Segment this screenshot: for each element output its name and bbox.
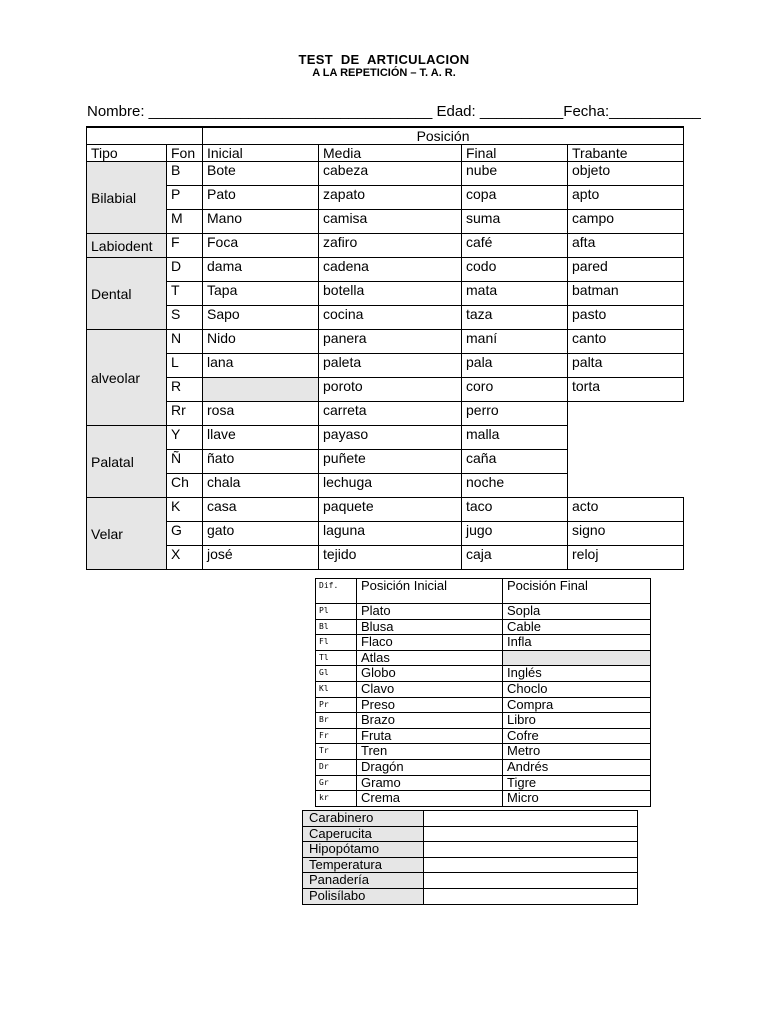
fonema-cell: F — [167, 234, 203, 258]
table-row — [87, 474, 684, 498]
difono-code: Gr — [316, 775, 357, 791]
media-cell: cabeza — [319, 162, 462, 186]
fonema-cell: S — [167, 306, 203, 330]
difono-row — [316, 713, 651, 729]
polisilabo-response-cell — [424, 857, 638, 873]
difono-code: Kl — [316, 681, 357, 697]
fonema-cell: B — [167, 162, 203, 186]
fonema-cell: G — [167, 522, 203, 546]
difono-code: Pr — [316, 697, 357, 713]
trabante-cell: afta — [568, 234, 684, 258]
fonema-cell: K — [167, 498, 203, 522]
table-row — [87, 234, 684, 258]
empty-cell — [568, 450, 684, 474]
posicion-header: Posición — [203, 127, 684, 145]
empty-cell — [568, 402, 684, 426]
tipo-cell: alveolar — [87, 330, 167, 426]
column-header-tipo: Tipo — [87, 145, 167, 162]
table-row — [87, 258, 684, 282]
table-row — [87, 546, 684, 570]
posicion-inicial-cell: Globo — [357, 666, 503, 682]
fonema-cell: P — [167, 186, 203, 210]
trabante-cell: apto — [568, 186, 684, 210]
posicion-final-cell: Cofre — [503, 728, 651, 744]
posicion-header-row — [87, 127, 684, 145]
fonema-cell: Ñ — [167, 450, 203, 474]
difono-row — [316, 791, 651, 807]
media-cell: paleta — [319, 354, 462, 378]
table-row — [87, 426, 684, 450]
final-cell: perro — [462, 402, 568, 426]
table-row — [87, 186, 684, 210]
posicion-final-cell: Sopla — [503, 604, 651, 620]
inicial-cell: gato — [203, 522, 319, 546]
polisilabo-word: Temperatura — [303, 857, 424, 873]
posicion-inicial-cell: Blusa — [357, 619, 503, 635]
inicial-cell: Sapo — [203, 306, 319, 330]
final-cell: taza — [462, 306, 568, 330]
posicion-final-cell: Libro — [503, 713, 651, 729]
posicion-final-cell: Andrés — [503, 759, 651, 775]
column-header-media: Media — [319, 145, 462, 162]
table-row — [87, 306, 684, 330]
difono-code: Bl — [316, 619, 357, 635]
inicial-cell: ñato — [203, 450, 319, 474]
polisilabo-word: Polisílabo — [303, 888, 424, 904]
column-header-fon: Fon — [167, 145, 203, 162]
difono-row — [316, 604, 651, 620]
difonos-header: Posición Inicial — [357, 579, 503, 604]
table-row — [87, 354, 684, 378]
inicial-cell: casa — [203, 498, 319, 522]
inicial-cell: chala — [203, 474, 319, 498]
difonos-header-row — [316, 579, 651, 604]
final-cell: mata — [462, 282, 568, 306]
inicial-cell: Foca — [203, 234, 319, 258]
media-cell: payaso — [319, 426, 462, 450]
final-cell: maní — [462, 330, 568, 354]
polisilabo-word: Hipopótamo — [303, 842, 424, 858]
inicial-cell: Nido — [203, 330, 319, 354]
posicion-final-cell: Choclo — [503, 681, 651, 697]
difonos-header: Dif. — [316, 579, 357, 604]
column-header-row — [87, 145, 684, 162]
difono-row — [316, 697, 651, 713]
posicion-final-cell: Tigre — [503, 775, 651, 791]
polisilabo-response-cell — [424, 842, 638, 858]
difono-row — [316, 635, 651, 651]
posicion-inicial-cell: Gramo — [357, 775, 503, 791]
inicial-cell: josé — [203, 546, 319, 570]
fonema-cell: L — [167, 354, 203, 378]
difono-code: Fr — [316, 728, 357, 744]
posicion-final-cell: Micro — [503, 791, 651, 807]
trabante-cell: signo — [568, 522, 684, 546]
final-cell: caja — [462, 546, 568, 570]
posicion-final-cell: Inglés — [503, 666, 651, 682]
final-cell: codo — [462, 258, 568, 282]
table-row — [87, 330, 684, 354]
media-cell: botella — [319, 282, 462, 306]
media-cell: poroto — [319, 378, 462, 402]
posicion-inicial-cell: Flaco — [357, 635, 503, 651]
trabante-cell: acto — [568, 498, 684, 522]
posicion-inicial-cell: Preso — [357, 697, 503, 713]
difono-row — [316, 728, 651, 744]
inicial-cell — [203, 378, 319, 402]
difono-code: Dr — [316, 759, 357, 775]
posicion-final-cell: Infla — [503, 635, 651, 651]
polisilabo-response-cell — [424, 811, 638, 827]
trabante-cell: batman — [568, 282, 684, 306]
inicial-cell: rosa — [203, 402, 319, 426]
media-cell: laguna — [319, 522, 462, 546]
polisilabo-word: Carabinero — [303, 811, 424, 827]
media-cell: tejido — [319, 546, 462, 570]
column-header-inicial: Inicial — [203, 145, 319, 162]
trabante-cell: torta — [568, 378, 684, 402]
empty-header-cell — [87, 127, 203, 145]
posicion-final-cell: Compra — [503, 697, 651, 713]
final-cell: copa — [462, 186, 568, 210]
difono-code: Gl — [316, 666, 357, 682]
media-cell: puñete — [319, 450, 462, 474]
posicion-final-cell: Cable — [503, 619, 651, 635]
final-cell: café — [462, 234, 568, 258]
trabante-cell: objeto — [568, 162, 684, 186]
document-subtitle: A LA REPETICIÓN – T. A. R. — [312, 67, 456, 79]
table-row — [87, 522, 684, 546]
posicion-final-cell: Metro — [503, 744, 651, 760]
posicion-final-cell — [503, 650, 651, 666]
final-cell: malla — [462, 426, 568, 450]
media-cell: cocina — [319, 306, 462, 330]
fonema-cell: N — [167, 330, 203, 354]
media-cell: carreta — [319, 402, 462, 426]
inicial-cell: Tapa — [203, 282, 319, 306]
table-row — [87, 402, 684, 426]
posicion-inicial-cell: Fruta — [357, 728, 503, 744]
inicial-cell: lana — [203, 354, 319, 378]
fonema-cell: X — [167, 546, 203, 570]
trabante-cell: palta — [568, 354, 684, 378]
media-cell: camisa — [319, 210, 462, 234]
inicial-cell: Bote — [203, 162, 319, 186]
table-row — [87, 210, 684, 234]
difono-code: Fl — [316, 635, 357, 651]
fonema-cell: Rr — [167, 402, 203, 426]
fonema-cell: Ch — [167, 474, 203, 498]
difono-code: kr — [316, 791, 357, 807]
column-header-final: Final — [462, 145, 568, 162]
inicial-cell: Mano — [203, 210, 319, 234]
polisilabo-row — [303, 826, 638, 842]
tipo-cell: Labiodent — [87, 234, 167, 258]
media-cell: lechuga — [319, 474, 462, 498]
difono-code: Tl — [316, 650, 357, 666]
tipo-cell: Velar — [87, 498, 167, 570]
polisilabo-word: Caperucita — [303, 826, 424, 842]
trabante-cell: reloj — [568, 546, 684, 570]
difono-row — [316, 619, 651, 635]
final-cell: caña — [462, 450, 568, 474]
posicion-inicial-cell: Crema — [357, 791, 503, 807]
difonos-header: Pocisión Final — [503, 579, 651, 604]
polisilabo-row — [303, 888, 638, 904]
difono-row — [316, 681, 651, 697]
inicial-cell: llave — [203, 426, 319, 450]
patient-info-line: Nombre: __________________________________ Edad: __________Fecha:___________ — [87, 103, 701, 120]
final-cell: noche — [462, 474, 568, 498]
table-row — [87, 450, 684, 474]
fonema-cell: D — [167, 258, 203, 282]
trabante-cell: campo — [568, 210, 684, 234]
posicion-inicial-cell: Atlas — [357, 650, 503, 666]
polisilabo-row — [303, 857, 638, 873]
inicial-cell: dama — [203, 258, 319, 282]
table-row — [87, 498, 684, 522]
media-cell: cadena — [319, 258, 462, 282]
table-row — [87, 378, 684, 402]
table-row — [87, 162, 684, 186]
final-cell: pala — [462, 354, 568, 378]
document-title: TEST DE ARTICULACION — [298, 52, 470, 67]
trabante-cell: canto — [568, 330, 684, 354]
media-cell: paquete — [319, 498, 462, 522]
difono-row — [316, 775, 651, 791]
fonema-cell: Y — [167, 426, 203, 450]
posicion-inicial-cell: Brazo — [357, 713, 503, 729]
polisilabo-row — [303, 811, 638, 827]
difono-row — [316, 759, 651, 775]
trabante-cell: pasto — [568, 306, 684, 330]
polisilabos-table — [302, 810, 638, 905]
column-header-trabante: Trabante — [568, 145, 684, 162]
difono-code: Pl — [316, 604, 357, 620]
trabante-cell: pared — [568, 258, 684, 282]
posicion-inicial-cell: Tren — [357, 744, 503, 760]
empty-cell — [568, 426, 684, 450]
fonema-cell: M — [167, 210, 203, 234]
empty-cell — [568, 474, 684, 498]
tipo-cell: Palatal — [87, 426, 167, 498]
articulation-table — [86, 126, 684, 570]
final-cell: nube — [462, 162, 568, 186]
posicion-inicial-cell: Dragón — [357, 759, 503, 775]
posicion-inicial-cell: Clavo — [357, 681, 503, 697]
tipo-cell: Dental — [87, 258, 167, 330]
difono-code: Br — [316, 713, 357, 729]
inicial-cell: Pato — [203, 186, 319, 210]
difono-row — [316, 650, 651, 666]
polisilabo-word: Panadería — [303, 873, 424, 889]
media-cell: panera — [319, 330, 462, 354]
table-row — [87, 282, 684, 306]
final-cell: taco — [462, 498, 568, 522]
polisilabo-response-cell — [424, 826, 638, 842]
media-cell: zapato — [319, 186, 462, 210]
tipo-cell: Bilabial — [87, 162, 167, 234]
media-cell: zafiro — [319, 234, 462, 258]
polisilabo-row — [303, 873, 638, 889]
final-cell: coro — [462, 378, 568, 402]
final-cell: jugo — [462, 522, 568, 546]
polisilabo-response-cell — [424, 873, 638, 889]
difonos-table — [315, 578, 651, 807]
final-cell: suma — [462, 210, 568, 234]
difono-code: Tr — [316, 744, 357, 760]
fonema-cell: R — [167, 378, 203, 402]
difono-row — [316, 744, 651, 760]
polisilabo-response-cell — [424, 888, 638, 904]
difono-row — [316, 666, 651, 682]
posicion-inicial-cell: Plato — [357, 604, 503, 620]
polisilabo-row — [303, 842, 638, 858]
fonema-cell: T — [167, 282, 203, 306]
